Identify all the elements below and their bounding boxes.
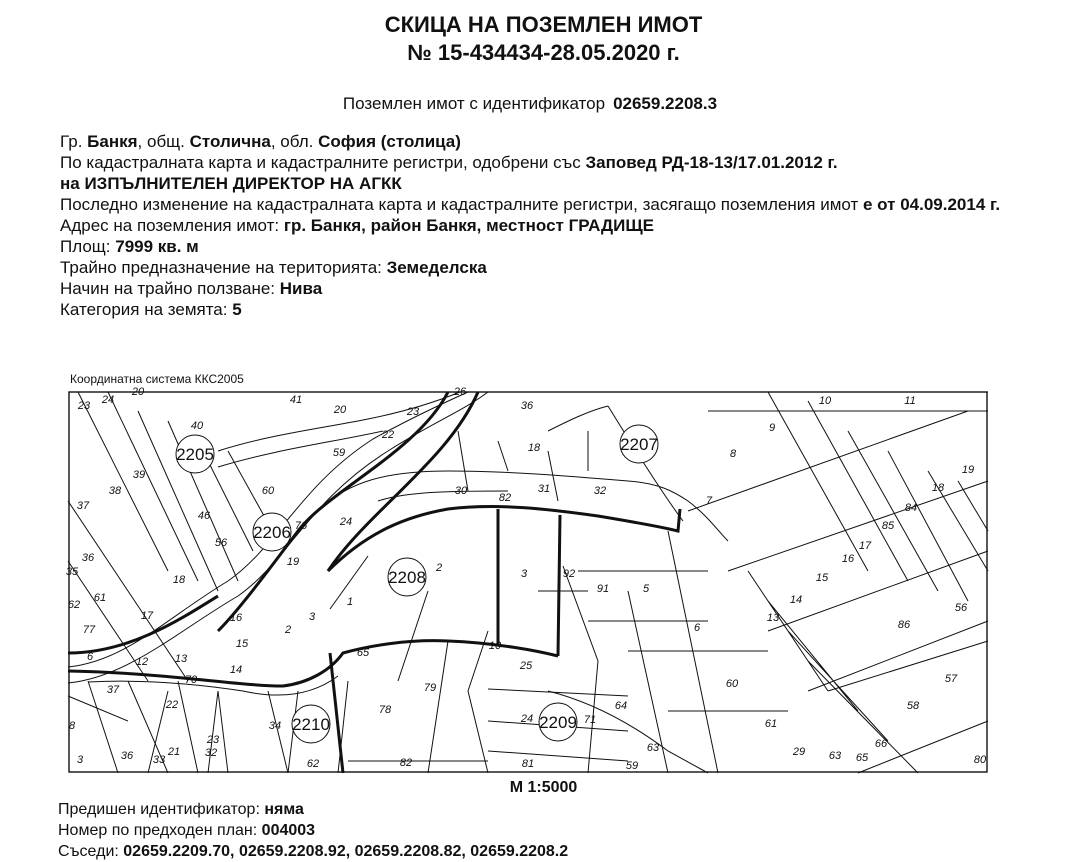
parcel-label: 59 bbox=[332, 447, 346, 459]
area-line bbox=[60, 236, 1020, 257]
parcel-label: 65 bbox=[855, 752, 869, 764]
parcel-label: 64 bbox=[614, 700, 628, 712]
parcel-label: 32 bbox=[593, 485, 607, 497]
property-details bbox=[60, 131, 1020, 320]
parcel-label: 19 bbox=[286, 556, 300, 568]
parcel-label: 40 bbox=[190, 420, 204, 432]
parcel-label: 14 bbox=[789, 594, 803, 606]
identifier-line bbox=[0, 94, 1060, 114]
previous-label: Предишен идентификатор: bbox=[58, 801, 260, 818]
parcel-label: 9 bbox=[768, 422, 776, 434]
last-change-text: Последно изменение на кадастралната карта и кадастралните регистри, засягащо поземления имот bbox=[60, 195, 859, 214]
location-line bbox=[60, 131, 1020, 152]
parcel-label: 60 bbox=[725, 678, 739, 690]
parcel-label: 21 bbox=[167, 746, 181, 758]
parcel-label: 25 bbox=[519, 660, 533, 672]
category-value: 5 bbox=[232, 300, 242, 319]
parcel-label: 5 bbox=[642, 583, 650, 595]
parcel-label: 18 bbox=[527, 442, 541, 454]
parcel-label: 62 bbox=[67, 599, 81, 611]
parcel-label: 91 bbox=[596, 583, 610, 595]
parcel-label: 6 bbox=[86, 651, 94, 663]
plan-value: 004003 bbox=[261, 822, 316, 839]
parcel-label: 13 bbox=[174, 653, 188, 665]
parcel-label: 41 bbox=[289, 394, 303, 406]
municipality-value: Столична bbox=[189, 132, 271, 151]
parcel-label: 35 bbox=[65, 566, 79, 578]
parcel-label: 17 bbox=[858, 540, 872, 552]
neighbors-line bbox=[58, 841, 568, 862]
parcel-label: 32 bbox=[204, 747, 218, 759]
parcel-label: 58 bbox=[906, 700, 920, 712]
parcel-label: 15 bbox=[815, 572, 829, 584]
last-change-line bbox=[60, 194, 1005, 215]
parcel-label: 62 bbox=[306, 758, 320, 770]
parcel-label: 36 bbox=[520, 400, 534, 412]
parcel-label: 76 bbox=[294, 520, 308, 532]
parcel-label: 57 bbox=[944, 673, 958, 685]
authority-value: на ИЗПЪЛНИТЕЛЕН ДИРЕКТОР НА АГКК bbox=[60, 174, 402, 193]
previous-value: няма bbox=[264, 801, 304, 818]
document-title: СКИЦА НА ПОЗЕМЛЕН ИМОТ bbox=[384, 12, 703, 37]
parcel-label: 24 bbox=[339, 516, 353, 528]
parcel-label: 18 bbox=[172, 574, 186, 586]
parcel-label: 65 bbox=[356, 647, 370, 659]
parcel-label: 2 bbox=[284, 624, 292, 636]
parcel-label: 6 bbox=[693, 622, 701, 634]
quarter-label: 2205 bbox=[176, 445, 214, 464]
parcel-label: 16 bbox=[841, 553, 855, 565]
parcel-label: 3 bbox=[308, 611, 316, 623]
parcel-label: 20 bbox=[333, 404, 347, 416]
parcel-label: 23 bbox=[406, 406, 420, 418]
parcel-label: 33 bbox=[152, 754, 166, 766]
parcel-label: 85 bbox=[881, 520, 895, 532]
approval-line bbox=[60, 152, 1020, 173]
parcel-label: 82 bbox=[498, 492, 512, 504]
quarter-label: 2210 bbox=[292, 715, 330, 734]
plan-line bbox=[58, 820, 568, 841]
parcel-label: 56 bbox=[954, 602, 968, 614]
parcel-label: 63 bbox=[828, 750, 842, 762]
parcel-label: 46 bbox=[197, 510, 211, 522]
parcel-label: 77 bbox=[82, 624, 96, 636]
parcel-label: 30 bbox=[454, 485, 468, 497]
parcel-label: 82 bbox=[399, 757, 413, 769]
parcel-label: 10 bbox=[488, 640, 502, 652]
quarter-label: 2207 bbox=[620, 435, 658, 454]
parcel-label: 56 bbox=[214, 537, 228, 549]
parcel-label: 26 bbox=[453, 386, 467, 398]
plan-label: Номер по предходен план: bbox=[58, 822, 258, 839]
map-scale: М 1:5000 bbox=[509, 779, 578, 796]
parcel-label: 3 bbox=[520, 568, 528, 580]
parcel-label: 38 bbox=[108, 485, 122, 497]
parcel-label: 60 bbox=[261, 485, 275, 497]
parcel-label: 14 bbox=[229, 664, 243, 676]
parcel-label: 22 bbox=[165, 699, 179, 711]
category-label: Категория на земята: bbox=[60, 300, 228, 319]
parcel-label: 18 bbox=[931, 482, 945, 494]
parcel-label: 70 bbox=[184, 674, 198, 686]
parcel-label: 20 bbox=[131, 386, 145, 398]
purpose-value: Земеделска bbox=[386, 258, 487, 277]
parcel-label: 3 bbox=[76, 754, 84, 766]
town-value: Банкя bbox=[87, 132, 138, 151]
usage-label: Начин на трайно ползване: bbox=[60, 279, 276, 298]
parcel-label: 16 bbox=[229, 612, 243, 624]
footer-details bbox=[58, 799, 568, 862]
parcel-label: 19 bbox=[961, 464, 975, 476]
parcel-label: 8 bbox=[68, 720, 76, 732]
parcel-label: 39 bbox=[132, 469, 146, 481]
parcel-label: 61 bbox=[764, 718, 778, 730]
parcel-label: 13 bbox=[766, 612, 780, 624]
identifier-label: Поземлен имот с идентификатор bbox=[342, 94, 606, 113]
identifier-value: 02659.2208.3 bbox=[613, 94, 718, 113]
category-line bbox=[60, 299, 1020, 320]
document-number: № 15-434434-28.05.2020 г. bbox=[407, 40, 680, 65]
neighbors-value: 02659.2209.70, 02659.2208.92, 02659.2208.82, 02659.2208.2 bbox=[123, 843, 569, 860]
approval-text: По кадастралната карта и кадастралните регистри, одобрени със bbox=[60, 153, 581, 172]
parcel-label: 1 bbox=[346, 596, 354, 608]
parcel-label: 31 bbox=[537, 483, 551, 495]
parcel-label: 23 bbox=[77, 400, 91, 412]
order-value: Заповед РД-18-13/17.01.2012 г. bbox=[585, 153, 838, 172]
parcel-label: 59 bbox=[625, 760, 639, 772]
address-label: Адрес на поземления имот: bbox=[60, 216, 280, 235]
parcel-label: 80 bbox=[973, 754, 987, 766]
parcel-label: 34 bbox=[268, 720, 282, 732]
address-line bbox=[60, 215, 1020, 236]
parcel-label: 2 bbox=[435, 562, 443, 574]
quarter-label: 2208 bbox=[388, 568, 426, 587]
parcel-label: 78 bbox=[378, 704, 392, 716]
cadastral-map bbox=[65, 386, 988, 773]
address-value: гр. Банкя, район Банкя, местност ГРАДИЩЕ bbox=[283, 216, 654, 235]
town-label: Гр. bbox=[60, 132, 83, 151]
authority-line bbox=[60, 173, 1020, 194]
purpose-label: Трайно предназначение на територията: bbox=[60, 258, 382, 277]
last-change-value: е от 04.09.2014 г. bbox=[863, 195, 1001, 214]
region-value: София (столица) bbox=[318, 132, 461, 151]
parcel-label: 79 bbox=[423, 682, 437, 694]
parcel-label: 71 bbox=[583, 714, 597, 726]
parcel-label: 36 bbox=[81, 552, 95, 564]
parcel-label: 66 bbox=[874, 738, 888, 750]
parcel-label: 11 bbox=[904, 395, 916, 407]
parcel-label: 8 bbox=[729, 448, 737, 460]
area-label: Площ: bbox=[60, 237, 111, 256]
parcel-label: 24 bbox=[520, 713, 534, 725]
parcel-label: 17 bbox=[140, 610, 154, 622]
parcel-label: 10 bbox=[818, 395, 832, 407]
area-value: 7999 кв. м bbox=[115, 237, 199, 256]
parcel-label: 61 bbox=[93, 592, 107, 604]
parcel-label: 23 bbox=[206, 734, 220, 746]
parcel-label: 36 bbox=[120, 750, 134, 762]
parcel-label: 22 bbox=[381, 429, 395, 441]
coordinate-system-label: Координатна система ККС2005 bbox=[70, 372, 244, 386]
neighbors-label: Съседи: bbox=[58, 843, 119, 860]
parcel-label: 63 bbox=[646, 742, 660, 754]
municipality-label: , общ. bbox=[137, 132, 185, 151]
usage-value: Нива bbox=[279, 279, 323, 298]
parcel-label: 92 bbox=[562, 568, 576, 580]
parcel-label: 37 bbox=[106, 684, 120, 696]
parcel-label: 15 bbox=[235, 638, 249, 650]
quarter-label: 2206 bbox=[253, 523, 291, 542]
region-label: , обл. bbox=[270, 132, 314, 151]
parcel-label: 86 bbox=[897, 619, 911, 631]
parcel-label: 84 bbox=[904, 502, 918, 514]
parcel-label: 29 bbox=[792, 746, 806, 758]
parcel-label: 7 bbox=[705, 495, 713, 507]
quarter-label: 2209 bbox=[539, 713, 577, 732]
usage-line bbox=[60, 278, 1020, 299]
previous-line bbox=[58, 799, 568, 820]
parcel-label: 81 bbox=[521, 758, 535, 770]
parcel-label: 24 bbox=[101, 394, 115, 406]
parcel-label: 12 bbox=[135, 656, 149, 668]
purpose-line bbox=[60, 257, 1020, 278]
parcel-label: 37 bbox=[76, 500, 90, 512]
